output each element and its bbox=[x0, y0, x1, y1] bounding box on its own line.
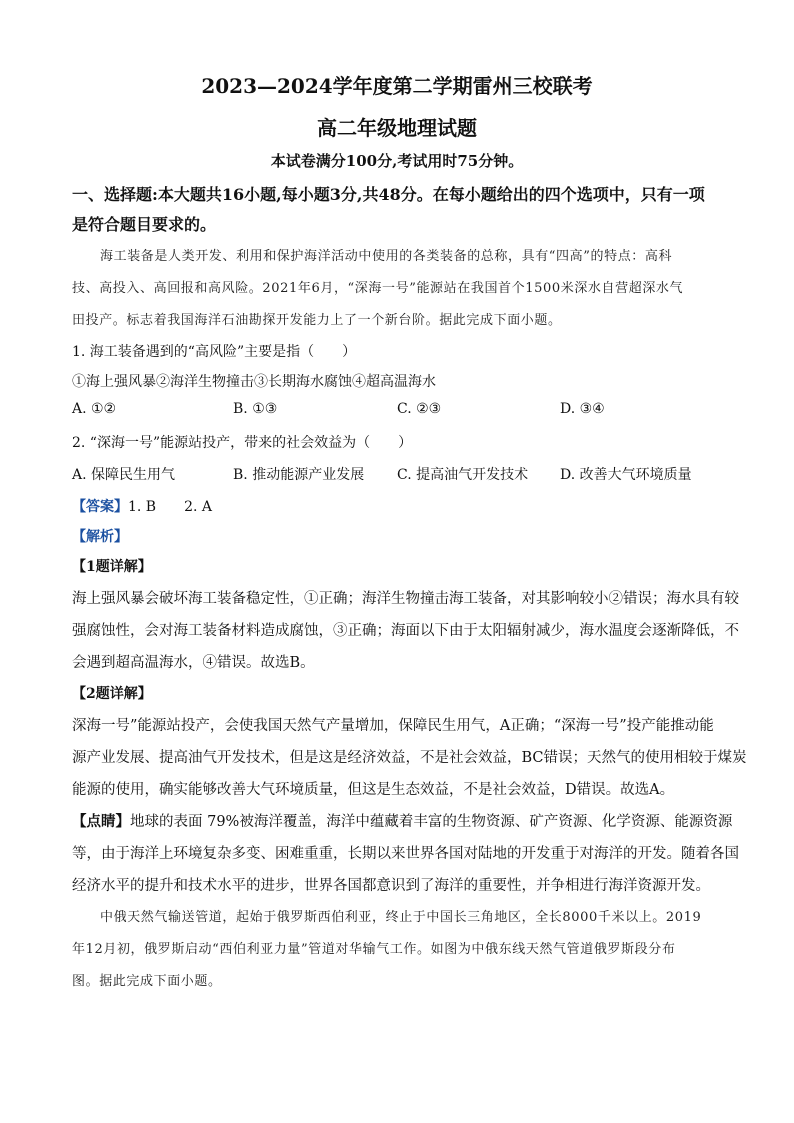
q2-option-d: D. 改善大气环境质量 bbox=[560, 467, 692, 483]
section-heading-line2: 是符合题目要求的。 bbox=[72, 215, 217, 234]
passage2-line3: 图。据此完成下面小题。 bbox=[72, 974, 222, 989]
comment-label: 【点睛】 bbox=[72, 813, 130, 830]
detail-2-label: 【2题详解】 bbox=[72, 686, 152, 702]
passage1-line2: 技、高投入、高回报和高风险。2021年6月，“深海一号”能源站在我国首个1500米深水自营超深水气 bbox=[72, 281, 684, 296]
comment-line1: 地球的表面 79%被海洋覆盖，海洋中蕴藏着丰富的生物资源、矿产资源、化学资源、能源资源 bbox=[130, 814, 733, 830]
question-2-stem: 2. “深海一号”能源站投产，带来的社会效益为（ ） bbox=[72, 435, 413, 451]
section-heading-line1: 一、选择题:本大题共16小题,每小题3分,共48分。在每小题给出的四个选项中，只有一项 bbox=[72, 185, 705, 204]
q1-option-b: B. ①③ bbox=[233, 401, 278, 417]
detail-1-line1: 海上强风暴会破坏海工装备稳定性，①正确；海洋生物撞击海工装备，对其影响较小②错误；海水具有较 bbox=[72, 591, 739, 607]
detail-1-line2: 强腐蚀性，会对海工装备材料造成腐蚀，③正确；海面以下由于太阳辐射减少，海水温度会逐渐降低，不 bbox=[72, 623, 739, 639]
passage1-line1: 海工装备是人类开发、利用和保护海洋活动中使用的各类装备的总称，具有“四高”的特点：高科 bbox=[100, 249, 673, 264]
comment-line3: 经济水平的提升和技术水平的进步，世界各国都意识到了海洋的重要性，并争相进行海洋资源开发。 bbox=[72, 878, 710, 894]
q2-option-a: A. 保障民生用气 bbox=[72, 467, 176, 483]
q1-option-c: C. ②③ bbox=[397, 401, 442, 417]
passage2-line1: 中俄天然气输送管道，起始于俄罗斯西伯利亚，终止于中国长三角地区，全长8000千米以上。2019 bbox=[100, 910, 702, 925]
q2-option-c: C. 提高油气开发技术 bbox=[397, 467, 529, 483]
exam-note: 本试卷满分100分,考试用时75分钟。 bbox=[270, 152, 524, 170]
q2-option-b: B. 推动能源产业发展 bbox=[233, 467, 365, 483]
detail-1-line3: 会遇到超高温海水，④错误。故选B。 bbox=[72, 655, 315, 671]
answer-label: 【答案】 bbox=[72, 499, 128, 515]
detail-1-label: 【1题详解】 bbox=[72, 559, 152, 575]
comment-row bbox=[72, 810, 732, 831]
q1-option-a: A. ①② bbox=[72, 401, 117, 417]
answer-text: 1. B 2. A bbox=[128, 499, 213, 515]
detail-2-line3: 能源的使用，确实能够改善大气环境质量，但这是生态效益，不是社会效益，D错误。故选A。 bbox=[72, 782, 675, 798]
question-1-items: ①海上强风暴②海洋生物撞击③长期海水腐蚀④超高温海水 bbox=[72, 374, 436, 390]
q1-option-d: D. ③④ bbox=[560, 401, 605, 417]
exam-title: 2023—2024学年度第二学期雷州三校联考 bbox=[201, 74, 593, 98]
detail-2-line2: 源产业发展、提高油气开发技术，但是这是经济效益，不是社会效益，BC错误；天然气的使用相较于煤炭 bbox=[72, 750, 747, 766]
answer-row bbox=[72, 496, 212, 516]
question-1-stem: 1. 海工装备遇到的“高风险”主要是指（ ） bbox=[72, 344, 357, 360]
comment-line2: 等，由于海洋上环境复杂多变、困难重重，长期以来世界各国对陆地的开发重于对海洋的开发。随着各国 bbox=[72, 846, 739, 862]
detail-2-line1: 深海一号”能源站投产，会使我国天然气产量增加，保障民生用气，A正确；“深海一号”投产能推动能 bbox=[72, 718, 714, 734]
analysis-label: 【解析】 bbox=[72, 529, 128, 545]
passage1-line3: 田投产。标志着我国海洋石油勘探开发能力上了一个新台阶。据此完成下面小题。 bbox=[72, 313, 562, 328]
passage2-line2: 年12月初，俄罗斯启动“西伯利亚力量”管道对华输气工作。如图为中俄东线天然气管道俄罗斯段分布 bbox=[72, 942, 676, 957]
exam-subtitle: 高二年级地理试题 bbox=[317, 116, 477, 140]
